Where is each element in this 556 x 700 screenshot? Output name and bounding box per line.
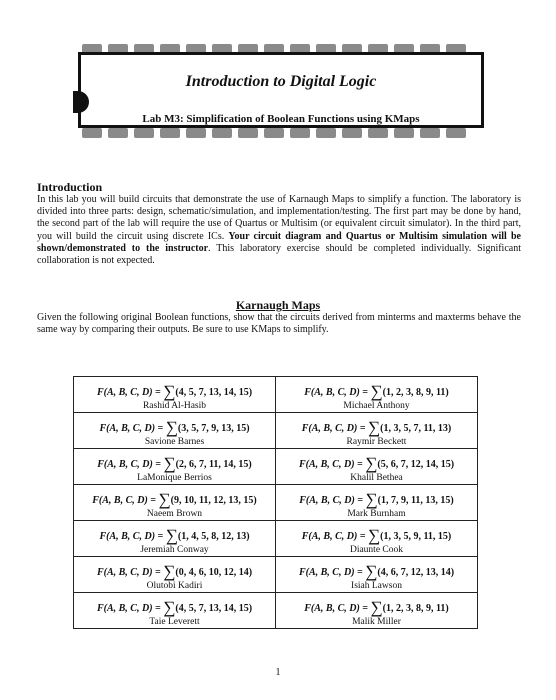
intro-bold-text: Your circuit diagram and Quartus or Multisim simulation will be shown/demonstrated to the instructor <box>37 230 521 254</box>
boolean-function: F(A, B, C, D) = ∑(1, 3, 5, 9, 11, 15) <box>301 526 452 545</box>
table-cell <box>276 413 478 449</box>
title-box <box>78 52 484 128</box>
boolean-function: F(A, B, C, D) = ∑(9, 10, 11, 12, 13, 15) <box>92 490 257 509</box>
film-strip-bottom <box>78 128 490 138</box>
table-row <box>74 377 478 413</box>
boolean-function: F(A, B, C, D) = ∑(1, 2, 3, 8, 9, 11) <box>304 382 449 401</box>
banner-tab-shape <box>73 91 89 113</box>
boolean-function: F(A, B, C, D) = ∑(1, 7, 9, 11, 13, 15) <box>299 490 454 509</box>
student-name: Rashid Al-Hasib <box>142 401 207 411</box>
student-name: Michael Anthony <box>343 401 410 411</box>
table-row <box>74 593 478 629</box>
boolean-function: F(A, B, C, D) = ∑(4, 6, 7, 12, 13, 14) <box>298 562 455 581</box>
student-name: Mark Burnham <box>347 509 406 519</box>
table-cell <box>276 557 478 593</box>
table-cell <box>74 449 276 485</box>
title-banner <box>78 44 490 140</box>
document-title: Introduction to Digital Logic <box>185 73 377 90</box>
table-row <box>74 521 478 557</box>
boolean-function: F(A, B, C, D) = ∑(1, 4, 5, 8, 12, 13) <box>99 526 250 545</box>
table-row <box>74 557 478 593</box>
table-cell <box>74 485 276 521</box>
boolean-function: F(A, B, C, D) = ∑(3, 5, 7, 9, 13, 15) <box>99 418 250 437</box>
table-cell <box>276 377 478 413</box>
table-cell <box>276 485 478 521</box>
student-name: LaMonique Berrios <box>137 473 212 483</box>
table-cell <box>74 377 276 413</box>
intro-text-2: . This laboratory exercise should be completed individually. Significant collaboration is not expected. <box>37 242 521 267</box>
boolean-function: F(A, B, C, D) = ∑(5, 6, 7, 12, 14, 15) <box>298 454 455 473</box>
table-cell <box>276 449 478 485</box>
table-cell <box>276 521 478 557</box>
boolean-function: F(A, B, C, D) = ∑(1, 2, 3, 8, 9, 11) <box>304 598 449 617</box>
table-cell <box>74 521 276 557</box>
student-name: Naeem Brown <box>146 509 203 519</box>
student-name: Malik Miller <box>352 617 401 627</box>
karnaugh-heading: Karnaugh Maps <box>235 298 321 312</box>
table-row <box>74 485 478 521</box>
page-number: 1 <box>275 667 281 678</box>
student-name: Isiah Lawson <box>351 581 402 591</box>
boolean-function: F(A, B, C, D) = ∑(1, 3, 5, 7, 11, 13) <box>301 418 452 437</box>
table-cell <box>74 557 276 593</box>
introduction-heading: Introduction <box>37 180 103 194</box>
student-name: Diaunte Cook <box>349 545 404 555</box>
table-cell <box>74 413 276 449</box>
table-row <box>74 449 478 485</box>
boolean-function: F(A, B, C, D) = ∑(0, 4, 6, 10, 12, 14) <box>96 562 253 581</box>
table-row <box>74 413 478 449</box>
boolean-function: F(A, B, C, D) = ∑(2, 6, 7, 11, 14, 15) <box>97 454 252 473</box>
lab-subtitle: Lab M3: Simplification of Boolean Functions using KMaps <box>142 113 420 125</box>
student-name: Raymir Beckett <box>346 437 407 447</box>
function-assignment-table <box>73 376 478 629</box>
boolean-function: F(A, B, C, D) = ∑(4, 5, 7, 13, 14, 15) <box>96 382 253 401</box>
intro-text-1: In this lab you will build circuits that demonstrate the use of Karnaugh Maps to simplify a function. The laboratory is divided into three parts: design, schematic/simulation, and implementation/testing. The first part may be done by hand, the second part of the lab will require the use of Quartus or Multisim (or equivalent circuit simulator). In the third part, you will build the circuit using discrete ICs. <box>37 194 521 242</box>
student-name: Khalil Bethea <box>350 473 403 483</box>
student-name: Jeremiah Conway <box>140 545 209 555</box>
student-name: Olutobi Kadiri <box>146 581 203 591</box>
student-name: Taie Leverett <box>149 617 200 627</box>
boolean-function: F(A, B, C, D) = ∑(4, 5, 7, 13, 14, 15) <box>96 598 253 617</box>
table-cell <box>276 593 478 629</box>
introduction-paragraph <box>37 194 521 267</box>
table-cell <box>74 593 276 629</box>
karnaugh-paragraph: Given the following original Boolean functions, show that the circuits derived from minterms and maxterms behave the same way by comparing their outputs. Be sure to use KMaps to simplify. <box>37 312 521 336</box>
student-name: Savione Barnes <box>144 437 205 447</box>
